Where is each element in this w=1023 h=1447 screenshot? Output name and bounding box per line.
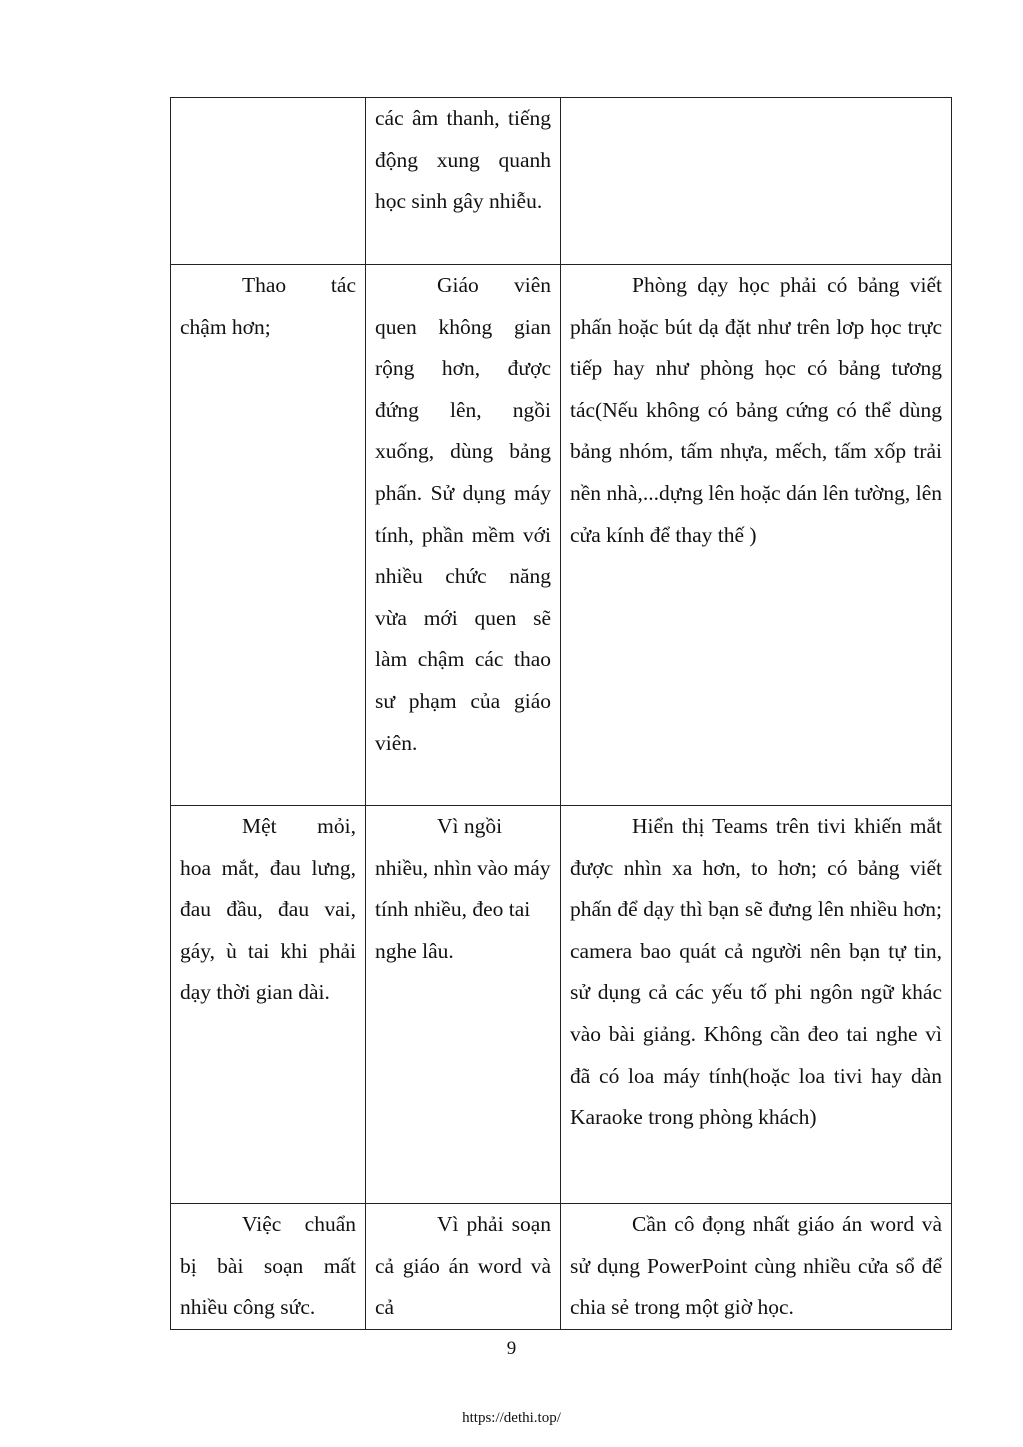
cell-text: Cần cô đọng nhất giáo án word và sử dụng PowerPoint cùng nhiều cửa sổ để chia sẻ trong một giờ học.: [570, 1212, 942, 1320]
footer-url[interactable]: https://dethi.top/: [462, 1410, 561, 1426]
cell-text: Vì ngồi nhiều, nhìn vào máy tính nhiều, đeo tai nghe lâu.: [375, 814, 551, 963]
cell-text: các âm thanh, tiếng động xung quanh học sinh gây nhiễu.: [375, 106, 551, 214]
table-cell-solution: [561, 265, 952, 806]
table-cell-solution: [561, 806, 952, 1204]
table-cell-issue: [171, 1204, 366, 1330]
table-cell-issue: [171, 98, 366, 265]
table-row: [171, 98, 952, 265]
table-cell-reason: [366, 265, 561, 806]
page-number: 9: [506, 1338, 517, 1359]
table-cell-solution: [561, 1204, 952, 1330]
table-cell-reason: [366, 98, 561, 265]
cell-text: Thao tác chậm hơn;: [180, 273, 356, 339]
table-cell-reason: [366, 1204, 561, 1330]
cell-text: Phòng dạy học phải có bảng viết phấn hoặc bút dạ đặt như trên lơp học trực tiếp hay như phòng học có bảng tương tác(Nếu không có bảng cứng có thể dùng bảng nhóm, tấm nhựa, mếch, tấm xốp trải nền nhà,...dựng lên hoặc dán lên tường, lên cửa kính để thay thế ): [570, 273, 942, 547]
content-table: [170, 97, 952, 1330]
cell-text: Vì phải soạn cả giáo án word và cả: [375, 1212, 551, 1320]
table-cell-reason: [366, 806, 561, 1204]
table-cell-issue: [171, 806, 366, 1204]
cell-text: Mệt mỏi, hoa mắt, đau lưng, đau đầu, đau vai, gáy, ù tai khi phải dạy thời gian dài.: [180, 814, 356, 1005]
table-cell-solution: [561, 98, 952, 265]
table-row: [171, 265, 952, 806]
table-cell-issue: [171, 265, 366, 806]
table-row: [171, 806, 952, 1204]
cell-text: Hiển thị Teams trên tivi khiến mắt được nhìn xa hơn, to hơn; có bảng viết phấn để dạy thì bạn sẽ đưng lên nhiều hơn; camera bao quát cả người nên bạn tự tin, sử dụng cả các yếu tố phi ngôn ngữ khác vào bài giảng. Không cần đeo tai nghe vì đã có loa máy tính(hoặc loa tivi hay dàn Karaoke trong phòng khách): [570, 814, 942, 1130]
cell-text: Việc chuẩn bị bài soạn mất nhiều công sức.: [180, 1212, 356, 1320]
cell-text: Giáo viên quen không gian rộng hơn, được đứng lên, ngồi xuống, dùng bảng phấn. Sử dụng máy tính, phần mềm với nhiều chức năng vừa mới quen sẽ làm chậm các thao sư phạm của giáo viên.: [375, 273, 551, 755]
table-row: [171, 1204, 952, 1330]
